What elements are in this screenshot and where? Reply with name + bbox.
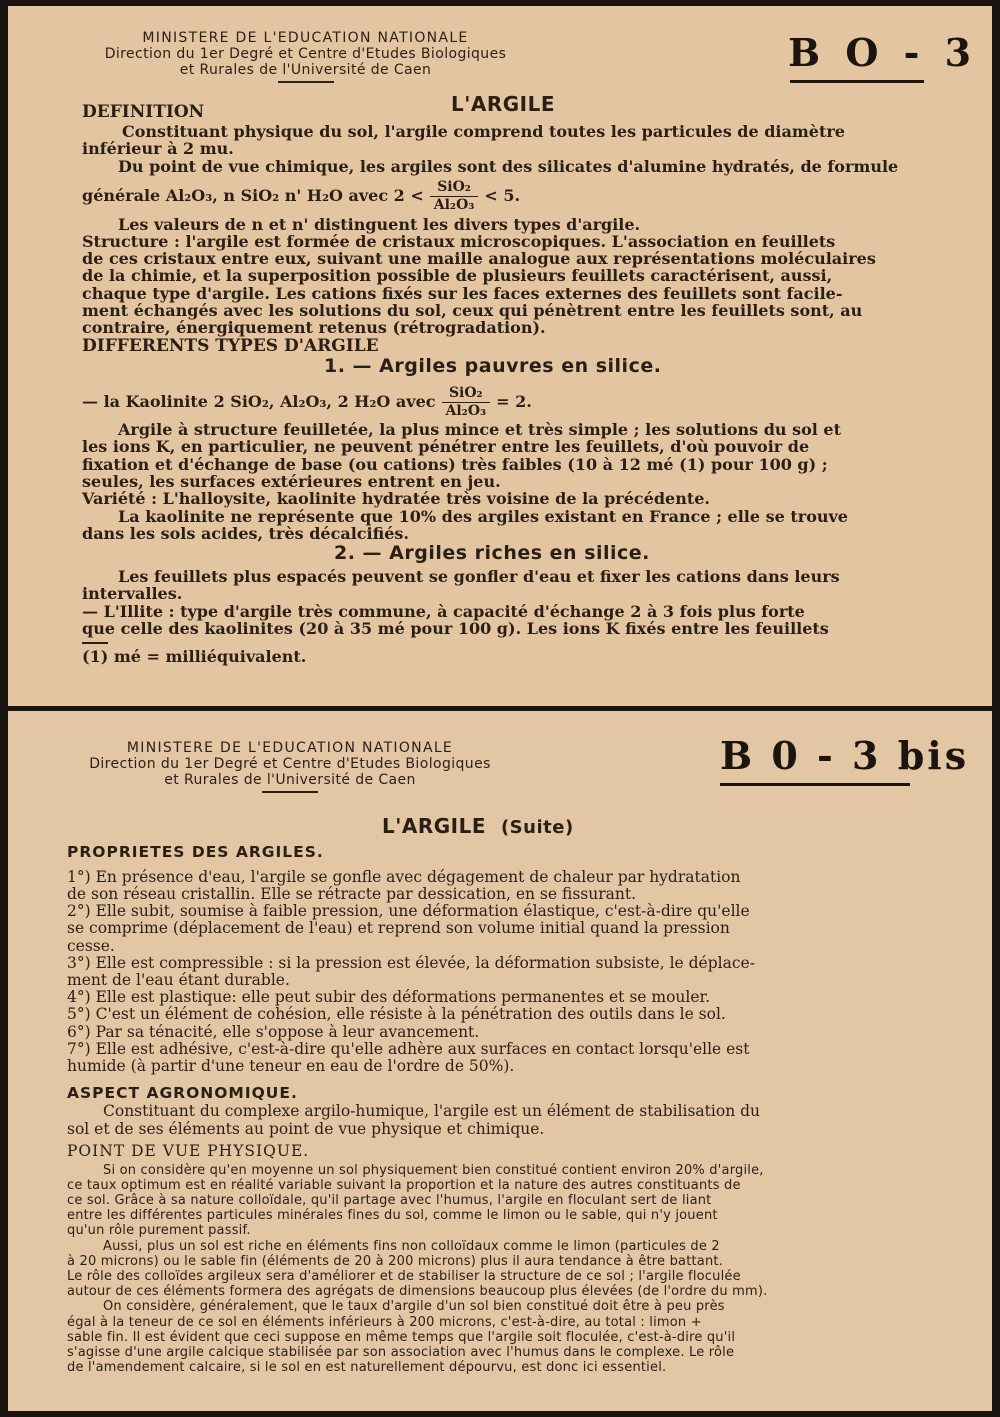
index-card-bo3-bis bbox=[8, 711, 992, 1411]
property-line: 7°) Elle est adhésive, c'est-à-dire qu'elle adhère aux surfaces en contact lorsqu'elle est bbox=[67, 1040, 750, 1058]
section-heading: 2. — Argiles riches en silice. bbox=[334, 542, 650, 564]
text-line: fixation et d'échange de base (ou cations) très faibles (10 à 12 mé (1) pour 100 g) ; bbox=[82, 455, 828, 474]
ministry-line: Direction du 1er Degré et Centre d'Etudes Biologiques bbox=[104, 46, 507, 62]
physique-line: s'agisse d'une argile calcique stabilisée par son association avec l'humus dans le complexe. Le rôle bbox=[67, 1345, 735, 1360]
text-line: Du point de vue chimique, les argiles sont des silicates d'alumine hydratés, de formule bbox=[118, 157, 899, 176]
text-fragment: = 2. bbox=[496, 392, 532, 411]
card-title: L'ARGILE bbox=[451, 92, 556, 116]
fraction-numerator: SiO₂ bbox=[430, 180, 479, 197]
footnote: (1) mé = milliéquivalent. bbox=[82, 647, 307, 666]
card-title bbox=[382, 814, 574, 838]
physique-line: sable fin. Il est évident que ceci suppose en même temps que l'argile soit floculée, c'est-à-dire qu'il bbox=[67, 1330, 736, 1345]
variete-line bbox=[82, 490, 710, 507]
text-line: Argile à structure feuilletée, la plus mince et très simple ; les solutions du sol et bbox=[118, 420, 841, 439]
property-line: 6°) Par sa ténacité, elle s'oppose à leur avancement. bbox=[67, 1023, 480, 1041]
physique-line: Le rôle des colloïdes argileux sera d'améliorer et de stabiliser la structure de ce sol ; l'argile floculée bbox=[67, 1269, 741, 1284]
text-fragment: kaolinite hydratée très voisine de la précédente. bbox=[276, 489, 710, 508]
formula-text: générale Al₂O₃, n SiO₂ n' H₂O avec 2 < bbox=[82, 186, 424, 205]
header-rule bbox=[262, 791, 318, 793]
ministry-line: et Rurales de l'Université de Caen bbox=[164, 772, 416, 788]
code-underline bbox=[720, 783, 910, 786]
physique-line: de l'amendement calcaire, si le sol en est naturellement dépourvu, est donc ici essentiel. bbox=[67, 1360, 667, 1375]
text-line: l'argile est formée de cristaux microscopiques. L'association en feuillets bbox=[185, 232, 836, 251]
fraction-numerator: SiO₂ bbox=[442, 386, 491, 403]
text-line: dans les sols acides, très décalcifiés. bbox=[82, 524, 409, 543]
definition-heading: DEFINITION bbox=[82, 102, 205, 122]
property-line: humide (à partir d'une teneur en eau de l'ordre de 50%). bbox=[67, 1057, 515, 1075]
structure-line bbox=[82, 233, 835, 250]
text-line: Les feuillets plus espacés peuvent se gonfler d'eau et fixer les cations dans leurs bbox=[118, 567, 840, 586]
agronomic-line: sol et de ses éléments au point de vue physique et chimique. bbox=[67, 1120, 545, 1138]
ministry-line: Direction du 1er Degré et Centre d'Etudes Biologiques bbox=[89, 756, 491, 772]
text-line: seules, les surfaces extérieures entrent en jeu. bbox=[82, 472, 501, 491]
card-code: B O - 3 bbox=[788, 30, 978, 75]
agronomic-heading: ASPECT AGRONOMIQUE. bbox=[67, 1084, 298, 1102]
ministry-header bbox=[78, 30, 533, 83]
text-line: Constituant physique du sol, l'argile comprend toutes les particules de diamètre bbox=[122, 122, 845, 141]
text-line: inférieur à 2 mu. bbox=[82, 139, 234, 158]
property-line: 3°) Elle est compressible : si la pression est élevée, la déformation subsiste, le déplace- bbox=[67, 954, 755, 972]
properties-heading: PROPRIETES DES ARGILES. bbox=[67, 843, 324, 861]
kaolinite-name: Kaolinite bbox=[125, 392, 208, 411]
illite-name: — L'Illite : bbox=[82, 602, 175, 621]
property-line: cesse. bbox=[67, 937, 115, 955]
text-line: les ions K, en particulier, ne peuvent pénétrer entre les feuillets, d'où pouvoir de bbox=[82, 437, 810, 456]
text-line: Les valeurs de n et n' distinguent les divers types d'argile. bbox=[118, 215, 641, 234]
section-heading: 1. — Argiles pauvres en silice. bbox=[324, 355, 662, 377]
kaolinite-formula-line bbox=[82, 386, 532, 419]
property-line: 1°) En présence d'eau, l'argile se gonfle avec dégagement de chaleur par hydratation bbox=[67, 868, 741, 886]
formula-line bbox=[82, 180, 520, 213]
physique-line: autour de ces éléments formera des agrégats de dimensions beaucoup plus élevées (de l'ordre du mm). bbox=[67, 1284, 768, 1299]
property-line: se comprime (déplacement de l'eau) et reprend son volume initial quand la pression bbox=[67, 919, 730, 937]
silica-ratio-fraction bbox=[430, 180, 479, 213]
text-fragment: type d'argile très commune, à capacité d'échange 2 à 3 fois plus forte bbox=[180, 602, 805, 621]
footnote-rule bbox=[82, 642, 108, 644]
physique-line: Si on considère qu'en moyenne un sol physiquement bien constitué contient environ 20% d'argile, bbox=[103, 1163, 764, 1178]
silica-ratio-fraction bbox=[442, 386, 491, 419]
ministry-header bbox=[56, 740, 524, 793]
property-line: 5°) C'est un élément de cohésion, elle résiste à la pénétration des outils dans le sol. bbox=[67, 1005, 726, 1023]
fraction-denominator: Al₂O₃ bbox=[445, 403, 487, 419]
fraction-denominator: Al₂O₃ bbox=[433, 197, 475, 213]
text-fragment: 2 SiO₂, Al₂O₃, 2 H₂O avec bbox=[213, 392, 436, 411]
property-line: 2°) Elle subit, soumise à faible pression, une déformation élastique, c'est-à-dire qu'elle bbox=[67, 902, 750, 920]
physique-line: entre les différentes particules minérales fines du sol, comme le limon ou le sable, qui n'y jouent bbox=[67, 1208, 718, 1223]
illite-line bbox=[82, 603, 805, 620]
text-fragment: — la bbox=[82, 392, 121, 411]
ministry-line: et Rurales de l'Université de Caen bbox=[179, 62, 432, 78]
physique-line: qu'un rôle purement passif. bbox=[67, 1223, 251, 1238]
text-line: intervalles. bbox=[82, 584, 183, 603]
property-line: ment de l'eau étant durable. bbox=[67, 971, 290, 989]
physique-line: égal à la teneur de ce sol en éléments inférieurs à 200 microns, c'est-à-dire, au total : limon + bbox=[67, 1315, 702, 1330]
title-suffix: (Suite) bbox=[500, 817, 574, 838]
property-line: 4°) Elle est plastique: elle peut subir des déformations permanentes et se mouler. bbox=[67, 988, 711, 1006]
header-rule bbox=[278, 81, 334, 83]
variete-label: Variété : bbox=[82, 489, 158, 508]
physique-heading: POINT DE VUE PHYSIQUE. bbox=[67, 1142, 310, 1160]
code-underline bbox=[790, 80, 924, 83]
agronomic-line: Constituant du complexe argilo-humique, l'argile est un élément de stabilisation du bbox=[103, 1102, 761, 1120]
structure-label: Structure : bbox=[82, 232, 180, 251]
text-line: de ces cristaux entre eux, suivant une maille analogue aux représentations moléculaires bbox=[82, 249, 876, 268]
physique-line: Aussi, plus un sol est riche en éléments fins non colloïdaux comme le limon (particules de 2 bbox=[103, 1239, 720, 1254]
text-line: chaque type d'argile. Les cations fixés sur les faces externes des feuillets sont facile- bbox=[82, 284, 843, 303]
physique-line: à 20 microns) ou le sable fin (éléments de 20 à 200 microns) plus il aura tendance à être battant. bbox=[67, 1254, 724, 1269]
ministry-line: MINISTERE DE L'EDUCATION NATIONALE bbox=[126, 740, 454, 756]
physique-line: ce sol. Grâce à sa nature colloïdale, qu'il partage avec l'humus, l'argile en floculant sert de liant bbox=[67, 1193, 712, 1208]
formula-text: < 5. bbox=[484, 186, 521, 205]
text-line: contraire, énergiquement retenus (rétrogradation). bbox=[82, 318, 546, 337]
text-line: La kaolinite ne représente que 10% des argiles existant en France ; elle se trouve bbox=[118, 507, 848, 526]
text-line: de la chimie, et la superposition possible de plusieurs feuillets caractérisent, aussi, bbox=[82, 266, 833, 285]
physique-line: On considère, généralement, que le taux d'argile d'un sol bien constitué doit être à peu près bbox=[103, 1299, 725, 1314]
text-line: ment échangés avec les solutions du sol, ceux qui pénètrent entre les feuillets sont, au bbox=[82, 301, 863, 320]
index-card-bo3 bbox=[8, 6, 992, 706]
physique-line: ce taux optimum est en réalité variable suivant la proportion et la nature des autres constituants de bbox=[67, 1178, 741, 1193]
ministry-line: MINISTERE DE L'EDUCATION NATIONALE bbox=[142, 30, 469, 46]
card-code: B 0 - 3 bis bbox=[720, 733, 970, 778]
variete-name: L'halloysite, bbox=[162, 489, 272, 508]
property-line: de son réseau cristallin. Elle se rétracte par dessication, en se fissurant. bbox=[67, 885, 637, 903]
title-text: L'ARGILE bbox=[382, 814, 487, 838]
text-line: que celle des kaolinites (20 à 35 mé pour 100 g). Les ions K fixés entre les feuillets bbox=[82, 619, 829, 638]
types-heading: DIFFERENTS TYPES D'ARGILE bbox=[82, 336, 379, 356]
